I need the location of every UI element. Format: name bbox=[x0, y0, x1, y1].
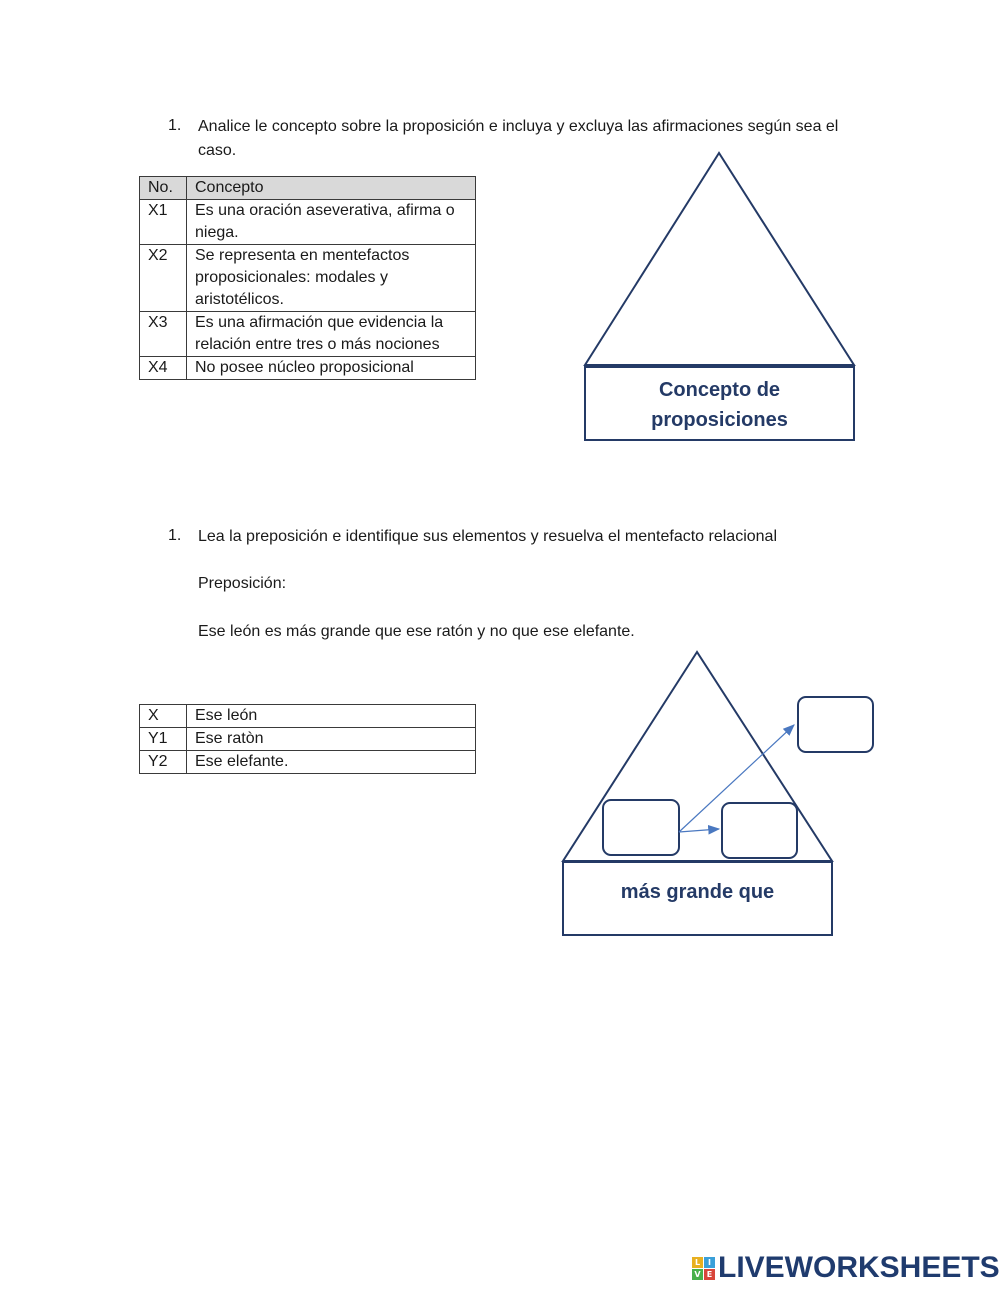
concept-triangle bbox=[585, 153, 854, 365]
row-line: Se representa en mentefactos bbox=[195, 247, 410, 264]
row-line: relación entre tres o más nociones bbox=[195, 336, 440, 353]
row-text: Ese elefante. bbox=[187, 751, 476, 774]
row-text bbox=[187, 200, 476, 245]
table-row bbox=[140, 200, 476, 245]
row-id: X bbox=[140, 705, 187, 728]
header-concepto: Concepto bbox=[187, 177, 476, 200]
row-id: X1 bbox=[140, 200, 187, 245]
proposition-subtitle: Preposición: bbox=[198, 575, 287, 592]
question-number-1: 1. bbox=[168, 117, 182, 134]
row-line: Es una oración aseverativa, afirma o bbox=[195, 202, 455, 219]
relation-label: más grande que bbox=[620, 881, 775, 903]
table-row bbox=[140, 245, 476, 312]
table-header-row bbox=[140, 177, 476, 200]
row-text: Ese ratòn bbox=[187, 728, 476, 751]
concept-label-line-2: proposiciones bbox=[651, 408, 788, 431]
question-1-line-1: Analice le concepto sobre la proposición e incluya y excluya las afirmaciones según sea el bbox=[198, 118, 839, 135]
concept-label-line-1: Concepto de bbox=[658, 378, 781, 401]
row-line: Es una afirmación que evidencia la bbox=[195, 314, 444, 331]
table-row bbox=[140, 357, 476, 380]
logo-letter: L bbox=[692, 1257, 703, 1268]
table-row bbox=[140, 312, 476, 357]
proposition-sentence: Ese león es más grande que ese ratón y no que ese elefante. bbox=[198, 623, 635, 640]
table-row bbox=[140, 751, 476, 774]
row-id: X4 bbox=[140, 357, 187, 380]
row-text bbox=[187, 357, 476, 380]
answer-box-y2[interactable] bbox=[798, 697, 873, 752]
row-id: Y2 bbox=[140, 751, 187, 774]
row-id: X2 bbox=[140, 245, 187, 312]
row-line: aristotélicos. bbox=[195, 291, 284, 308]
liveworksheets-logo bbox=[692, 1250, 1000, 1286]
logo-letter: V bbox=[692, 1269, 703, 1280]
header-no: No. bbox=[140, 177, 187, 200]
row-text: Ese león bbox=[187, 705, 476, 728]
question-1-line-2: caso. bbox=[198, 142, 237, 159]
table-row bbox=[140, 705, 476, 728]
answer-box-y1[interactable] bbox=[722, 803, 797, 858]
row-line: niega. bbox=[195, 224, 239, 241]
question-2-text: Lea la preposición e identifique sus elementos y resuelva el mentefacto relacional bbox=[198, 528, 778, 545]
concept-table bbox=[139, 176, 476, 380]
row-text bbox=[187, 245, 476, 312]
row-line: proposicionales: modales y bbox=[195, 269, 388, 286]
brand-name: LIVEWORKSHEETS bbox=[718, 1251, 1000, 1284]
row-line: No posee núcleo proposicional bbox=[195, 359, 414, 376]
elements-table bbox=[139, 704, 476, 774]
arrow-to-y1 bbox=[679, 829, 719, 832]
row-id: Y1 bbox=[140, 728, 187, 751]
answer-box-x[interactable] bbox=[603, 800, 679, 855]
logo-badge-icon bbox=[692, 1257, 715, 1280]
logo-letter: E bbox=[704, 1269, 715, 1280]
table-row bbox=[140, 728, 476, 751]
question-number-2: 1. bbox=[168, 527, 182, 544]
row-text bbox=[187, 312, 476, 357]
row-id: X3 bbox=[140, 312, 187, 357]
concept-label bbox=[585, 368, 854, 441]
logo-letter: I bbox=[704, 1257, 715, 1268]
